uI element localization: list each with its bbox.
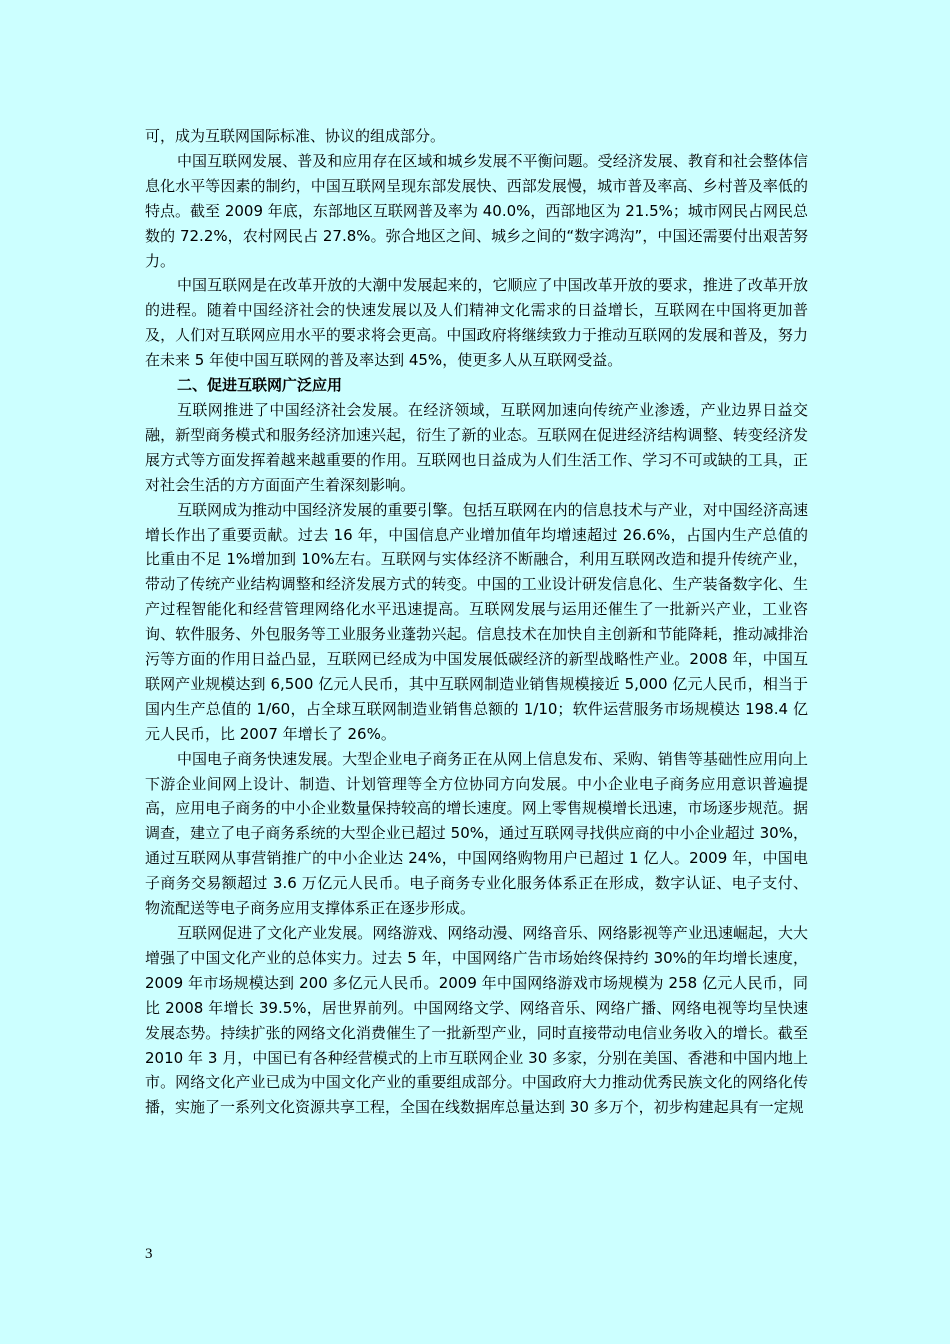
- paragraph-reform-opening: 中国互联网是在改革开放的大潮中发展起来的，它顺应了中国改革开放的要求，推进了改革开放的进程。随着中国经济社会的快速发展以及人们精神文化需求的日益增长，互联网在中国将更加普及，人们对互联网应用水平的要求将会更高。中国政府将继续致力于推动互联网的发展和普及，努力在未来 5 年使中国互联网的普及率达到 45%，使更多人从互联网受益。: [145, 276, 808, 370]
- paragraph-economic-engine: 互联网成为推动中国经济发展的重要引擎。包括互联网在内的信息技术与产业，对中国经济高速增长作出了重要贡献。过去 16 年，中国信息产业增加值年均增速超过 26.6%，占国内生产总值的比重由不足 1%增加到 10%左右。互联网与实体经济不断融合，利用互联网改造和提升传统产业，带动了传统产业结构调整和经济发展方式的转变。中国的工业设计研发信息化、生产装备数字化、生产过程智能化和经营管理网络化水平迅速提高。互联网发展与运用还催生了一批新兴产业，工业咨询、软件服务、外包服务等工业服务业蓬勃兴起。信息技术在加快自主创新和节能降耗，推动减排治污等方面的作用日益凸显，互联网已经成为中国发展低碳经济的新型战略性产业。2008 年，中国互联网产业规模达到 6,500 亿元人民币，其中互联网制造业销售规模接近 5,000 亿元人民币，相当于国内生产总值的 1/60，占全球互联网制造业销售总额的 1/10；软件运营服务市场规模达 198.4 亿元人民币，比 2007 年增长了 26%。: [145, 500, 808, 743]
- paragraph-cultural-industry: 互联网促进了文化产业发展。网络游戏、网络动漫、网络音乐、网络影视等产业迅速崛起，大大增强了中国文化产业的总体实力。过去 5 年，中国网络广告市场始终保持约 30%的年均增长速度，2009 年市场规模达到 200 多亿元人民币。2009 年中国网络游戏市场规模为 258 亿元人民币，同比 2008 年增长 39.5%，居世界前列。中国网络文学、网络音乐、网络广播、网络电视等均呈快速发展态势。持续扩张的网络文化消费催生了一批新型产业，同时直接带动电信业务收入的增长。截至 2010 年 3 月，中国已有各种经营模式的上市互联网企业 30 多家，分别在美国、香港和中国内地上市。网络文化产业已成为中国文化产业的重要组成部分。中国政府大力推动优秀民族文化的网络化传播，实施了一系列文化资源共享工程，全国在线数据库总量达到 30 多万个，初步构建起具有一定规: [145, 924, 808, 1117]
- document-body: [145, 124, 808, 1120]
- page-number: 3: [145, 1246, 153, 1262]
- paragraph-economic-development: 互联网推进了中国经济社会发展。在经济领域，互联网加速向传统产业渗透，产业边界日益交融，新型商务模式和服务经济加速兴起，衍生了新的业态。互联网在促进经济结构调整、转变经济发展方式等方面发挥着越来越重要的作用。互联网也日益成为人们生活工作、学习不可或缺的工具，正对社会生活的方方面面产生着深刻影响。: [145, 400, 808, 494]
- paragraph-continuation: 可，成为互联网国际标准、协议的组成部分。: [145, 127, 446, 145]
- section-heading: 二、促进互联网广泛应用: [177, 376, 343, 395]
- paragraph-regional-imbalance: 中国互联网发展、普及和应用存在区域和城乡发展不平衡问题。受经济发展、教育和社会整体信息化水平等因素的制约，中国互联网呈现东部发展快、西部发展慢，城市普及率高、乡村普及率低的特点。截至 2009 年底，东部地区互联网普及率为 40.0%，西部地区为 21.5%；城市网民占网民总数的 72.2%，农村网民占 27.8%。弥合地区之间、城乡之间的“数字鸿沟”，中国还需要付出艰苦努力。: [145, 151, 808, 270]
- paragraph-ecommerce: 中国电子商务快速发展。大型企业电子商务正在从网上信息发布、采购、销售等基础性应用向上下游企业间网上设计、制造、计划管理等全方位协同方向发展。中小企业电子商务应用意识普遍提高，应用电子商务的中小企业数量保持较高的增长速度。网上零售规模增长迅速，市场逐步规范。据调查，建立了电子商务系统的大型企业已超过 50%，通过互联网寻找供应商的中小企业超过 30%，通过互联网从事营销推广的中小企业达 24%，中国网络购物用户已超过 1 亿人。2009 年，中国电子商务交易额超过 3.6 万亿元人民币。电子商务专业化服务体系正在形成，数字认证、电子支付、物流配送等电子商务应用支撑体系正在逐步形成。: [145, 749, 808, 918]
